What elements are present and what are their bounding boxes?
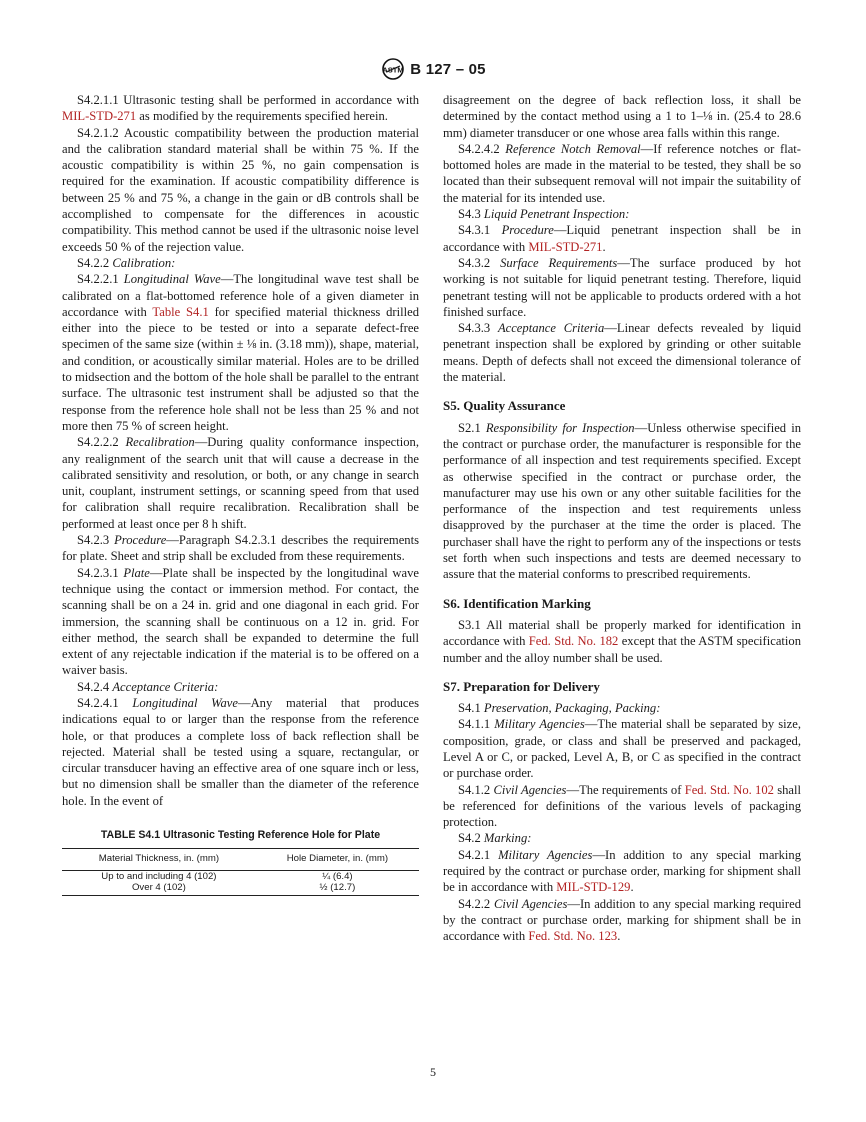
table-row: [62, 882, 419, 896]
paragraph-s4-3-3: S4.3.3 Acceptance Criteria—Linear defects revealed by liquid penetrant inspection shall be explored by grinding or other suitable means. Depth of defects shall not exceed the dimensional tolerance of the material.: [443, 321, 801, 385]
paragraph-s4-2-1-2: S4.2.1.2 Acoustic compatibility between the production material and the calibration standard material shall be within 75 %. If the acoustic compatibility is within 25 %, no gain compensation is required for the examination. If acoustic compatibility difference is between 25 % and 75 %, a change in the gain or dB controls shall be accomplished to compensate for the differences in acoustic compatibility. This method cannot be used if the ultrasonic noise level exceeds 50 % of the rejection value.: [62, 125, 419, 254]
table-cell: Up to and including 4 (102): [101, 870, 217, 882]
paragraph-s4-2-1: S4.2.1 Military Agencies—In addition to any special marking required by the contract or purchase order, marking for shipment shall be in accordance with MIL-STD-129.: [443, 847, 802, 895]
paragraph-s4-2-4: S4.2.4 Acceptance Criteria:: [77, 679, 219, 694]
table-cell: ½ (12.7): [256, 882, 419, 896]
paragraph-s4-2-2: S4.2.2 Calibration:: [77, 255, 176, 270]
paragraph-s4-1-1: S4.1.1 Military Agencies—The material shall be separated by size, composition, grade, or class and shall be preserved and packaged, Level A or C, or packed, Level A, B, or C as specified in the contract or purchase order.: [443, 717, 801, 781]
mil-std-129-link[interactable]: MIL-STD-129: [556, 880, 631, 895]
paragraph-s2-1: S2.1 Responsibility for Inspection—Unless otherwise specified in the contract or purchase order, the manufacturer is responsible for the performance of all inspection and test requirements specified. Except as otherwise specified in the contract or purchase order, the manufacturer may use his own or any other suitable facilities for the performance of the inspection and test requirements unless disapproved by the purchaser at the time the order is placed. The purchaser shall have the right to perform any of the inspections or tests set forth when such inspections and tests are deemed necessary to assure that the material conforms to prescribed requirements.: [443, 420, 801, 582]
section-heading-s5: S5. Quality Assurance: [443, 398, 566, 414]
paragraph-s4-2: S4.2 Marking:: [458, 831, 532, 846]
right-column: [443, 92, 801, 945]
paragraph-s4-2-2-1: S4.2.2.1 Longitudinal Wave—The longitudinal wave test shall be calibrated on a flat-bottomed reference hole of a given diameter in accordance with Table S4.1 for specified material thickness drilled either into the piece to be tested or into a separate defect-free specimen of the same size (within ± ⅛ in. (3.18 mm)), shape, material, and condition, or acoustically similar material. Holes are to be drilled to midsection and the bottom of the hole shall be parallel to the entrant surface. The ultrasonic test instrument shall be adjusted so that the response from the reference hole shall not be less than 25 % and not more then 75 % of screen height.: [62, 272, 419, 433]
paragraph-s4-1-2: S4.1.2 Civil Agencies—The requirements of Fed. Std. No. 102 shall be referenced for definitions of the various levels of packaging protection.: [443, 782, 801, 830]
paragraph-s4-2-2: S4.2.2 Civil Agencies—In addition to any special marking required by the contract or purchase order, marking for shipment shall be in accordance with Fed. Std. No. 123.: [443, 896, 802, 944]
paragraph-s3-1: S3.1 All material shall be properly marked for identification in accordance with Fed. Std. No. 182 except that the ASTM specification number and the alloy number shall be used.: [443, 617, 802, 665]
table-cell: Over 4 (102): [62, 882, 256, 896]
paragraph-s4-3-1: S4.3.1 Procedure—Liquid penetrant inspection shall be in accordance with MIL-STD-271.: [443, 223, 801, 254]
table-row: [62, 870, 419, 882]
paragraph-s4-3-2: S4.3.2 Surface Requirements—The surface produced by hot working is not suitable for liquid penetrant testing. Therefore, liquid penetrant testing will not be applicable to products ordered with a hot finished surface.: [443, 255, 801, 319]
section-heading-s6: S6. Identification Marking: [443, 595, 591, 611]
table-cell: ¼ (6.4): [322, 870, 353, 882]
paragraph-s4-2-3-1: S4.2.3.1 Plate—Plate shall be inspected by the longitudinal wave technique using the contact or immersion method. For contact, the scanning shall be on a 24 in. grid and one diagonal in each grid. For immersion, the scanning shall be continuous on a 12 in. grid. For either method, the search shall be expanded to determine the full extent of any rejectable indication if the material is to be offered on a waiver basis.: [62, 565, 419, 678]
fed-std-102-link[interactable]: Fed. Std. No. 102: [684, 782, 774, 797]
paragraph-s4-1: S4.1 Preservation, Packaging, Packing:: [458, 701, 661, 716]
reference-hole-table: [62, 848, 419, 895]
mil-std-271-link[interactable]: MIL-STD-271: [528, 239, 603, 254]
paragraph-s4-2-3: S4.2.3 Procedure—Paragraph S4.2.3.1 describes the requirements for plate. Sheet and strip shall be excluded from these requirements.: [62, 533, 419, 564]
section-heading-s7: S7. Preparation for Delivery: [443, 678, 600, 694]
astm-logo-icon: [380, 58, 406, 80]
page-header: [0, 58, 866, 85]
paragraph-continuation: disagreement on the degree of back reflection loss, it shall be determined by the contact method using a 1 to 1–⅛ in. (25.4 to 28.6 mm) diameter transducer or one whose area falls within this range.: [443, 93, 801, 140]
column-header: Material Thickness, in. (mm): [62, 849, 256, 870]
svg-text:ASTM: ASTM: [382, 65, 404, 75]
paragraph-s4-2-4-2: S4.2.4.2 Reference Notch Removal—If reference notches or flat-bottomed holes are made in the material to be tested, they shall be so located than their subsequent removal will not impair the suitability of the material for its intended use.: [443, 141, 801, 205]
fed-std-123-link[interactable]: Fed. Std. No. 123: [528, 929, 618, 944]
page-number: 5: [430, 1065, 436, 1079]
paragraph-s4-3: S4.3 Liquid Penetrant Inspection:: [458, 207, 630, 222]
table-caption: TABLE S4.1 Ultrasonic Testing Reference Hole for Plate: [100, 829, 381, 842]
fed-std-182-link[interactable]: Fed. Std. No. 182: [528, 634, 619, 649]
table-s4-1-link[interactable]: Table S4.1: [152, 304, 209, 319]
table-s4-1: [62, 827, 419, 896]
mil-std-271-link[interactable]: MIL-STD-271: [62, 109, 137, 124]
paragraph-s4-2-2-2: S4.2.2.2 Recalibration—During quality conformance inspection, any realignment of the search unit that will cause a decrease in the calibrated sensitivity and resolution, or both, or any change in search unit, couplant, instrument settings, or scanning speed from that used for calibration shall require recalibration. Recalibration shall be performed at least once per 8 h shift.: [62, 435, 419, 531]
paragraph-s4-2-1-1: S4.2.1.1 Ultrasonic testing shall be performed in accordance with MIL-STD-271 as modified by the requirements specified herein.: [62, 93, 419, 124]
column-header: Hole Diameter, in. (mm): [256, 849, 419, 870]
document-designation: B 127 – 05: [410, 60, 486, 78]
paragraph-s4-2-4-1: S4.2.4.1 Longitudinal Wave—Any material that produces indications equal to or larger than the response from the reference hole, or that produces a complete loss of back reflection shall be rejected. Material shall be tested using a square, rectangular, or circular transducer having an effective area of one square inch or less, but no dimension shall be smaller than the diameter of the reference hole. In the event of: [62, 695, 419, 808]
left-column: [62, 92, 419, 896]
